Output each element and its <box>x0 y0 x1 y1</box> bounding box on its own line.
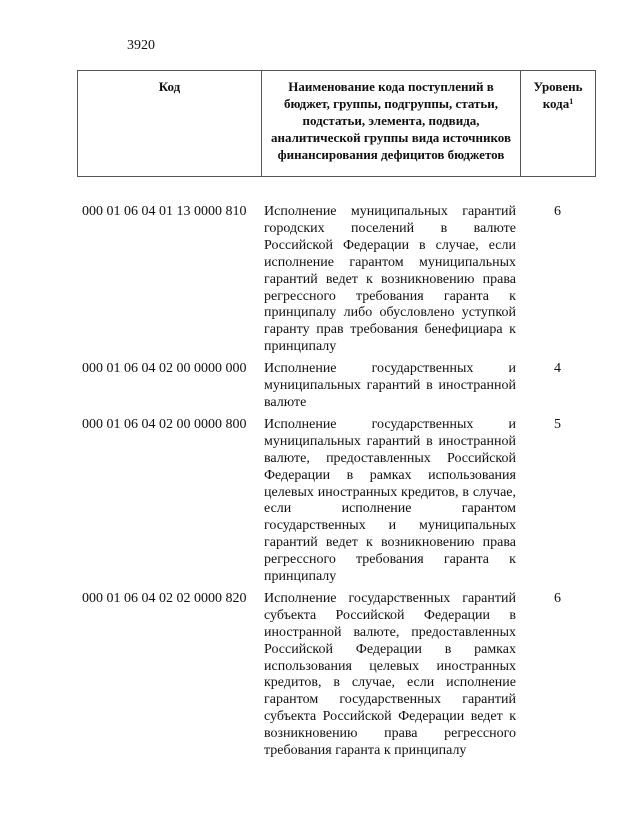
page-number: 3920 <box>127 38 155 53</box>
row-code: 000 01 06 04 01 13 0000 810 <box>82 204 247 219</box>
table-row <box>77 417 595 591</box>
header-level-label: Уровень кода <box>533 79 583 111</box>
header-level-footnote: 1 <box>569 97 574 106</box>
row-name: Исполнение муниципальных гарантий городских поселений в валюте Российской Федерации в случае, если исполнение гарантом муниципальных гарантий ведет к возникновению права регрессного требования гаранта к принципалу либо обусловлено уступкой гаранту прав требования бенефициара к принципалу <box>264 204 516 355</box>
table-row <box>77 361 595 417</box>
row-level: 5 <box>554 416 561 432</box>
table-row <box>77 204 595 361</box>
header-level <box>521 71 596 177</box>
header-name-label: Наименование кода поступлений в бюджет, группы, подгруппы, статьи, подстатьи, элемента, подвида, аналитической группы вида источников финансирования дефицитов бюджетов <box>271 79 511 162</box>
codes-table <box>77 204 595 765</box>
row-name: Исполнение государственных гарантий субъекта Российской Федерации в иностранной валюте, предоставленных Российской Федерации в рамках использования целевых иностранных кредитов, в случае, если исполнение гарантом государственных гарантий субъекта Российской Федерации ведет к возникновению права регрессного требования гаранта к принципалу <box>264 590 516 759</box>
header-code <box>78 71 262 177</box>
row-code: 000 01 06 04 02 02 0000 820 <box>82 590 247 606</box>
table-header <box>77 70 596 177</box>
row-level: 6 <box>554 204 561 219</box>
header-name <box>262 71 521 177</box>
row-name: Исполнение государственных и муниципальных гарантий в иностранной валюте, предоставленных Российской Федерации в рамках использования целевых иностранных кредитов, в случае, если исполнение гарантом государственных и муниципальных гарантий ведет к возникновению права регрессного требования гаранта к принципалу <box>264 416 516 585</box>
row-level: 6 <box>554 590 561 606</box>
row-code: 000 01 06 04 02 00 0000 000 <box>82 361 247 377</box>
header-code-label: Код <box>158 79 181 94</box>
row-name: Исполнение государственных и муниципальных гарантий в иностранной валюте <box>264 361 516 410</box>
row-code: 000 01 06 04 02 00 0000 800 <box>82 416 247 432</box>
table-row <box>77 591 595 765</box>
row-level: 4 <box>554 361 561 377</box>
